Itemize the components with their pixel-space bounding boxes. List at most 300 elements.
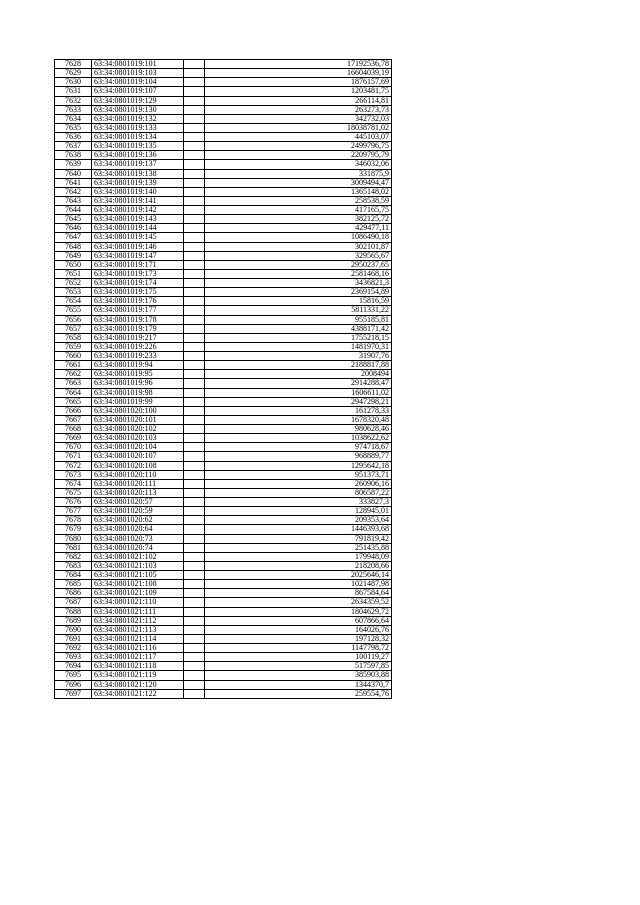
table-row	[55, 552, 392, 561]
cadastral-value-table	[54, 59, 392, 699]
table-row	[55, 60, 392, 69]
spacer-cell	[184, 279, 205, 288]
cadastral-number-cell: 63:34:0801021:122	[92, 689, 184, 698]
table-row	[55, 443, 392, 452]
cadastral-value-cell: 1804629,72	[205, 607, 392, 616]
cadastral-number-cell: 63:34:0801019:174	[92, 279, 184, 288]
row-number-cell: 7630	[55, 78, 92, 87]
spacer-cell	[184, 580, 205, 589]
table-row	[55, 415, 392, 424]
cadastral-value-cell: 5811331,22	[205, 306, 392, 315]
cadastral-number-cell: 63:34:0801021:119	[92, 671, 184, 680]
cadastral-number-cell: 63:34:0801020:73	[92, 534, 184, 543]
spacer-cell	[184, 671, 205, 680]
row-number-cell: 7692	[55, 644, 92, 653]
table-row	[55, 242, 392, 251]
cadastral-value-cell: 791819,42	[205, 534, 392, 543]
spacer-cell	[184, 525, 205, 534]
cadastral-number-cell: 63:34:0801021:118	[92, 662, 184, 671]
cadastral-value-cell: 331875,9	[205, 169, 392, 178]
cadastral-number-cell: 63:34:0801019:175	[92, 288, 184, 297]
spacer-cell	[184, 415, 205, 424]
cadastral-value-cell: 128945,01	[205, 507, 392, 516]
table-row	[55, 680, 392, 689]
cadastral-number-cell: 63:34:0801019:137	[92, 160, 184, 169]
cadastral-number-cell: 63:34:0801019:178	[92, 315, 184, 324]
cadastral-number-cell: 63:34:0801019:179	[92, 324, 184, 333]
cadastral-number-cell: 63:34:0801019:171	[92, 260, 184, 269]
table-row	[55, 233, 392, 242]
row-number-cell: 7650	[55, 260, 92, 269]
cadastral-value-cell: 2950237,65	[205, 260, 392, 269]
row-number-cell: 7673	[55, 470, 92, 479]
row-number-cell: 7690	[55, 625, 92, 634]
row-number-cell: 7663	[55, 379, 92, 388]
cadastral-number-cell: 63:34:0801019:145	[92, 233, 184, 242]
cadastral-number-cell: 63:34:0801020:62	[92, 516, 184, 525]
table-row	[55, 251, 392, 260]
cadastral-value-cell: 385903,88	[205, 671, 392, 680]
spacer-cell	[184, 297, 205, 306]
table-row	[55, 315, 392, 324]
table-row	[55, 133, 392, 142]
cadastral-number-cell: 63:34:0801019:134	[92, 133, 184, 142]
table-row	[55, 644, 392, 653]
spacer-cell	[184, 488, 205, 497]
cadastral-value-cell: 1481970,31	[205, 342, 392, 351]
cadastral-number-cell: 63:34:0801019:146	[92, 242, 184, 251]
cadastral-number-cell: 63:34:0801020:57	[92, 498, 184, 507]
spacer-cell	[184, 187, 205, 196]
spacer-cell	[184, 60, 205, 69]
row-number-cell: 7659	[55, 342, 92, 351]
table-row	[55, 123, 392, 132]
cadastral-value-cell: 2499796,75	[205, 142, 392, 151]
row-number-cell: 7677	[55, 507, 92, 516]
row-number-cell: 7662	[55, 370, 92, 379]
table-row	[55, 342, 392, 351]
table-row	[55, 479, 392, 488]
spacer-cell	[184, 680, 205, 689]
spacer-cell	[184, 470, 205, 479]
cadastral-number-cell: 63:34:0801019:101	[92, 60, 184, 69]
cadastral-value-cell: 100119,27	[205, 653, 392, 662]
cadastral-value-cell: 2914288,47	[205, 379, 392, 388]
table-row	[55, 534, 392, 543]
cadastral-value-cell: 329565,67	[205, 251, 392, 260]
table-row	[55, 662, 392, 671]
cadastral-number-cell: 63:34:0801020:107	[92, 452, 184, 461]
row-number-cell: 7678	[55, 516, 92, 525]
table-row	[55, 507, 392, 516]
cadastral-number-cell: 63:34:0801020:74	[92, 543, 184, 552]
spacer-cell	[184, 361, 205, 370]
cadastral-value-cell: 1203481,75	[205, 87, 392, 96]
cadastral-value-cell: 1365148,02	[205, 187, 392, 196]
spacer-cell	[184, 543, 205, 552]
cadastral-value-cell: 179948,09	[205, 552, 392, 561]
cadastral-value-cell: 517597,85	[205, 662, 392, 671]
cadastral-number-cell: 63:34:0801019:141	[92, 196, 184, 205]
table-row	[55, 297, 392, 306]
cadastral-number-cell: 63:34:0801019:140	[92, 187, 184, 196]
table-body	[55, 60, 392, 699]
spacer-cell	[184, 251, 205, 260]
cadastral-value-cell: 3009494,47	[205, 178, 392, 187]
cadastral-number-cell: 63:34:0801019:136	[92, 151, 184, 160]
row-number-cell: 7639	[55, 160, 92, 169]
cadastral-value-cell: 445103,07	[205, 133, 392, 142]
table-row	[55, 616, 392, 625]
spacer-cell	[184, 598, 205, 607]
row-number-cell: 7681	[55, 543, 92, 552]
spacer-cell	[184, 324, 205, 333]
spacer-cell	[184, 607, 205, 616]
cadastral-value-cell: 2188817,88	[205, 361, 392, 370]
table-row	[55, 598, 392, 607]
cadastral-number-cell: 63:34:0801020:111	[92, 479, 184, 488]
cadastral-value-cell: 607866,64	[205, 616, 392, 625]
row-number-cell: 7660	[55, 352, 92, 361]
spacer-cell	[184, 123, 205, 132]
cadastral-number-cell: 63:34:0801019:176	[92, 297, 184, 306]
table-row	[55, 589, 392, 598]
spacer-cell	[184, 160, 205, 169]
row-number-cell: 7654	[55, 297, 92, 306]
cadastral-value-cell: 31907,76	[205, 352, 392, 361]
table-row	[55, 525, 392, 534]
row-number-cell: 7636	[55, 133, 92, 142]
row-number-cell: 7641	[55, 178, 92, 187]
table-row	[55, 269, 392, 278]
cadastral-value-cell: 251435,88	[205, 543, 392, 552]
spacer-cell	[184, 169, 205, 178]
table-row	[55, 361, 392, 370]
cadastral-number-cell: 63:34:0801020:110	[92, 470, 184, 479]
row-number-cell: 7672	[55, 461, 92, 470]
spacer-cell	[184, 397, 205, 406]
row-number-cell: 7657	[55, 324, 92, 333]
cadastral-value-cell: 342732,03	[205, 114, 392, 123]
table-row	[55, 306, 392, 315]
cadastral-number-cell: 63:34:0801019:144	[92, 224, 184, 233]
spacer-cell	[184, 479, 205, 488]
row-number-cell: 7632	[55, 96, 92, 105]
table-row	[55, 406, 392, 415]
row-number-cell: 7637	[55, 142, 92, 151]
row-number-cell: 7665	[55, 397, 92, 406]
cadastral-value-cell: 197128,32	[205, 634, 392, 643]
cadastral-number-cell: 63:34:0801021:102	[92, 552, 184, 561]
spacer-cell	[184, 215, 205, 224]
table-row	[55, 215, 392, 224]
cadastral-value-cell: 209353,64	[205, 516, 392, 525]
spacer-cell	[184, 616, 205, 625]
cadastral-value-cell: 980628,46	[205, 425, 392, 434]
row-number-cell: 7667	[55, 415, 92, 424]
row-number-cell: 7666	[55, 406, 92, 415]
table-row	[55, 580, 392, 589]
cadastral-number-cell: 63:34:0801021:116	[92, 644, 184, 653]
row-number-cell: 7694	[55, 662, 92, 671]
cadastral-number-cell: 63:34:0801019:217	[92, 333, 184, 342]
table-row	[55, 224, 392, 233]
row-number-cell: 7685	[55, 580, 92, 589]
cadastral-value-cell: 867584,64	[205, 589, 392, 598]
row-number-cell: 7687	[55, 598, 92, 607]
spacer-cell	[184, 315, 205, 324]
cadastral-number-cell: 63:34:0801019:173	[92, 269, 184, 278]
table-row	[55, 288, 392, 297]
cadastral-number-cell: 63:34:0801019:107	[92, 87, 184, 96]
table-row	[55, 96, 392, 105]
table-row	[55, 206, 392, 215]
cadastral-value-cell: 955185,81	[205, 315, 392, 324]
row-number-cell: 7655	[55, 306, 92, 315]
table-row	[55, 260, 392, 269]
cadastral-number-cell: 63:34:0801021:117	[92, 653, 184, 662]
row-number-cell: 7631	[55, 87, 92, 96]
cadastral-value-cell: 161278,33	[205, 406, 392, 415]
table-row	[55, 196, 392, 205]
cadastral-value-cell: 1038622,62	[205, 434, 392, 443]
cadastral-number-cell: 63:34:0801019:226	[92, 342, 184, 351]
table-row	[55, 425, 392, 434]
cadastral-number-cell: 63:34:0801020:64	[92, 525, 184, 534]
cadastral-value-cell: 333827,3	[205, 498, 392, 507]
cadastral-value-cell: 2947298,21	[205, 397, 392, 406]
row-number-cell: 7676	[55, 498, 92, 507]
cadastral-value-cell: 302101,87	[205, 242, 392, 251]
spacer-cell	[184, 78, 205, 87]
table-row	[55, 397, 392, 406]
cadastral-value-cell: 1678320,48	[205, 415, 392, 424]
table-row	[55, 379, 392, 388]
cadastral-value-cell: 2008494	[205, 370, 392, 379]
cadastral-number-cell: 63:34:0801019:99	[92, 397, 184, 406]
row-number-cell: 7651	[55, 269, 92, 278]
row-number-cell: 7643	[55, 196, 92, 205]
row-number-cell: 7658	[55, 333, 92, 342]
row-number-cell: 7633	[55, 105, 92, 114]
row-number-cell: 7682	[55, 552, 92, 561]
table-row	[55, 69, 392, 78]
row-number-cell: 7679	[55, 525, 92, 534]
row-number-cell: 7696	[55, 680, 92, 689]
row-number-cell: 7635	[55, 123, 92, 132]
cadastral-value-cell: 260906,16	[205, 479, 392, 488]
cadastral-number-cell: 63:34:0801019:132	[92, 114, 184, 123]
table-row	[55, 114, 392, 123]
row-number-cell: 7684	[55, 571, 92, 580]
cadastral-number-cell: 63:34:0801020:102	[92, 425, 184, 434]
row-number-cell: 7670	[55, 443, 92, 452]
table-row	[55, 689, 392, 698]
row-number-cell: 7688	[55, 607, 92, 616]
cadastral-value-cell: 17192536,78	[205, 60, 392, 69]
spacer-cell	[184, 571, 205, 580]
cadastral-value-cell: 16604039,19	[205, 69, 392, 78]
cadastral-value-cell: 2209795,79	[205, 151, 392, 160]
spacer-cell	[184, 406, 205, 415]
row-number-cell: 7683	[55, 561, 92, 570]
cadastral-value-cell: 1147798,72	[205, 644, 392, 653]
cadastral-value-cell: 429477,11	[205, 224, 392, 233]
spacer-cell	[184, 105, 205, 114]
cadastral-number-cell: 63:34:0801019:138	[92, 169, 184, 178]
spacer-cell	[184, 260, 205, 269]
row-number-cell: 7638	[55, 151, 92, 160]
cadastral-value-cell: 1876157,69	[205, 78, 392, 87]
row-number-cell: 7668	[55, 425, 92, 434]
spacer-cell	[184, 114, 205, 123]
cadastral-number-cell: 63:34:0801021:109	[92, 589, 184, 598]
table-row	[55, 105, 392, 114]
row-number-cell: 7674	[55, 479, 92, 488]
cadastral-number-cell: 63:34:0801021:103	[92, 561, 184, 570]
cadastral-number-cell: 63:34:0801019:177	[92, 306, 184, 315]
row-number-cell: 7628	[55, 60, 92, 69]
row-number-cell: 7649	[55, 251, 92, 260]
cadastral-value-cell: 806587,22	[205, 488, 392, 497]
cadastral-value-cell: 1021487,98	[205, 580, 392, 589]
cadastral-number-cell: 63:34:0801019:143	[92, 215, 184, 224]
table-row	[55, 178, 392, 187]
cadastral-number-cell: 63:34:0801021:110	[92, 598, 184, 607]
spacer-cell	[184, 379, 205, 388]
spacer-cell	[184, 242, 205, 251]
cadastral-number-cell: 63:34:0801020:108	[92, 461, 184, 470]
cadastral-number-cell: 63:34:0801021:114	[92, 634, 184, 643]
row-number-cell: 7644	[55, 206, 92, 215]
spacer-cell	[184, 434, 205, 443]
table-row	[55, 488, 392, 497]
cadastral-number-cell: 63:34:0801020:103	[92, 434, 184, 443]
spacer-cell	[184, 233, 205, 242]
table-row	[55, 142, 392, 151]
table-row	[55, 461, 392, 470]
cadastral-value-cell: 1606611,02	[205, 388, 392, 397]
spacer-cell	[184, 342, 205, 351]
cadastral-number-cell: 63:34:0801019:139	[92, 178, 184, 187]
table-row	[55, 333, 392, 342]
row-number-cell: 7693	[55, 653, 92, 662]
cadastral-number-cell: 63:34:0801019:104	[92, 78, 184, 87]
cadastral-number-cell: 63:34:0801019:94	[92, 361, 184, 370]
spacer-cell	[184, 87, 205, 96]
spacer-cell	[184, 352, 205, 361]
table-row	[55, 470, 392, 479]
spacer-cell	[184, 662, 205, 671]
table-row	[55, 571, 392, 580]
cadastral-value-cell: 218208,66	[205, 561, 392, 570]
cadastral-number-cell: 63:34:0801019:147	[92, 251, 184, 260]
cadastral-number-cell: 63:34:0801020:113	[92, 488, 184, 497]
row-number-cell: 7661	[55, 361, 92, 370]
cadastral-value-cell: 259554,76	[205, 689, 392, 698]
cadastral-value-cell: 1446393,68	[205, 525, 392, 534]
cadastral-number-cell: 63:34:0801020:104	[92, 443, 184, 452]
spacer-cell	[184, 625, 205, 634]
spacer-cell	[184, 69, 205, 78]
spacer-cell	[184, 552, 205, 561]
table-row	[55, 78, 392, 87]
cadastral-value-cell: 266114,81	[205, 96, 392, 105]
table-row	[55, 187, 392, 196]
spacer-cell	[184, 370, 205, 379]
table-row	[55, 160, 392, 169]
cadastral-number-cell: 63:34:0801021:120	[92, 680, 184, 689]
spacer-cell	[184, 306, 205, 315]
cadastral-value-cell: 3436821,3	[205, 279, 392, 288]
table-row	[55, 452, 392, 461]
spacer-cell	[184, 634, 205, 643]
table-row	[55, 498, 392, 507]
spacer-cell	[184, 689, 205, 698]
cadastral-number-cell: 63:34:0801021:113	[92, 625, 184, 634]
row-number-cell: 7647	[55, 233, 92, 242]
spacer-cell	[184, 388, 205, 397]
cadastral-value-cell: 18038781,02	[205, 123, 392, 132]
cadastral-value-cell: 951373,71	[205, 470, 392, 479]
spacer-cell	[184, 196, 205, 205]
spacer-cell	[184, 561, 205, 570]
cadastral-number-cell: 63:34:0801019:95	[92, 370, 184, 379]
cadastral-value-cell: 2634359,52	[205, 598, 392, 607]
spacer-cell	[184, 516, 205, 525]
row-number-cell: 7680	[55, 534, 92, 543]
row-number-cell: 7640	[55, 169, 92, 178]
cadastral-number-cell: 63:34:0801021:105	[92, 571, 184, 580]
row-number-cell: 7634	[55, 114, 92, 123]
cadastral-value-cell: 2581468,16	[205, 269, 392, 278]
cadastral-value-cell: 15816,59	[205, 297, 392, 306]
cadastral-number-cell: 63:34:0801021:112	[92, 616, 184, 625]
cadastral-number-cell: 63:34:0801019:130	[92, 105, 184, 114]
cadastral-number-cell: 63:34:0801019:96	[92, 379, 184, 388]
row-number-cell: 7695	[55, 671, 92, 680]
row-number-cell: 7689	[55, 616, 92, 625]
cadastral-value-cell: 4388171,42	[205, 324, 392, 333]
table-row	[55, 607, 392, 616]
row-number-cell: 7671	[55, 452, 92, 461]
spacer-cell	[184, 589, 205, 598]
row-number-cell: 7691	[55, 634, 92, 643]
table-row	[55, 434, 392, 443]
row-number-cell: 7664	[55, 388, 92, 397]
spacer-cell	[184, 425, 205, 434]
table-row	[55, 87, 392, 96]
row-number-cell: 7646	[55, 224, 92, 233]
spacer-cell	[184, 269, 205, 278]
cadastral-number-cell: 63:34:0801020:101	[92, 415, 184, 424]
spacer-cell	[184, 206, 205, 215]
table-row	[55, 625, 392, 634]
cadastral-value-cell: 1295642,18	[205, 461, 392, 470]
row-number-cell: 7686	[55, 589, 92, 598]
table-row	[55, 543, 392, 552]
cadastral-number-cell: 63:34:0801019:135	[92, 142, 184, 151]
spacer-cell	[184, 224, 205, 233]
table-row	[55, 561, 392, 570]
cadastral-number-cell: 63:34:0801021:111	[92, 607, 184, 616]
row-number-cell: 7697	[55, 689, 92, 698]
cadastral-number-cell: 63:34:0801019:129	[92, 96, 184, 105]
cadastral-number-cell: 63:34:0801019:98	[92, 388, 184, 397]
spacer-cell	[184, 644, 205, 653]
spacer-cell	[184, 507, 205, 516]
table-row	[55, 324, 392, 333]
